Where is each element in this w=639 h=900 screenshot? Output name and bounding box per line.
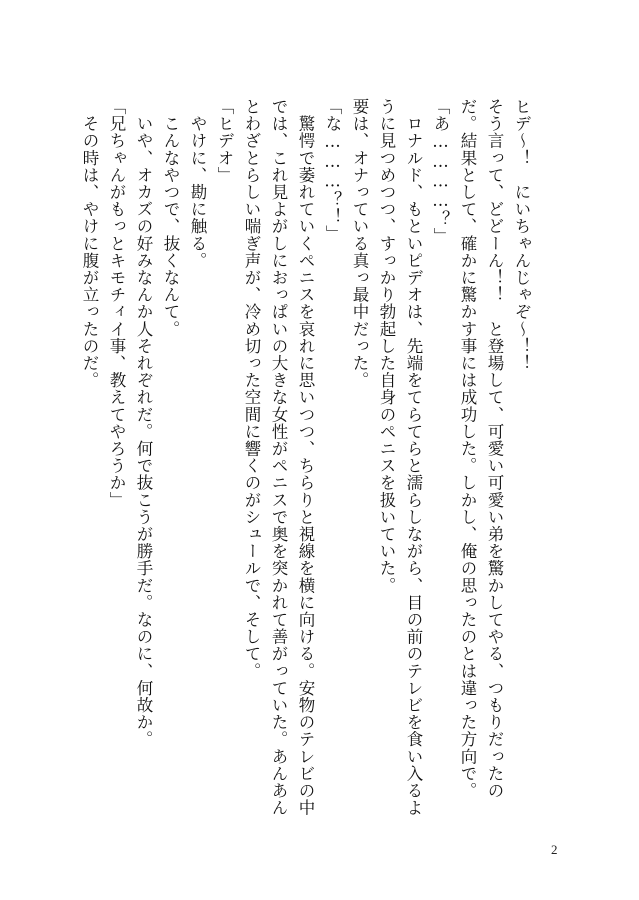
text-line-2: そう言って、どどーん！！ と登場して、可愛い可愛い弟を驚かしてやる、つもりだったの [485,98,504,800]
text-line-10: では、これ見よがしにおっぱいの大きな女性がペニスで奥を突かれて善がっていた。あんあん [269,98,288,817]
text-line-9: 驚愕で萎れていくペニスを哀れに思いつつ、ちらりと視線を横に向ける。安物のテレビの中 [296,98,315,817]
text-line-4: 「あ…………？」 [431,98,450,245]
vertical-text-body [76,98,535,817]
text-line-3: だ。結果として、確かに驚かす事には成功した。しかし、俺の思ったのとは違った方向で。 [458,98,477,800]
text-line-1: ヒデ〜！ にいちゃんじゃぞ〜！！ [512,98,531,372]
text-line-17: その時は、やけに腹が立ったのだ。 [80,98,99,389]
text-line-7: 要は、オナっている真っ最中だった。 [350,98,369,389]
text-line-8: 「な………？！」 [323,98,342,243]
text-line-15: いや、オカズの好みなんか人それぞれだ。何で抜こうが勝手だ。なのに、何故か。 [134,98,153,748]
text-line-14: こんなやつで、抜くなんて。 [161,98,180,338]
text-line-5: ロナルド、もといピデオは、先端をてらてらと濡らしながら、目の前のテレビを食い入るよ [404,98,423,817]
page-number: 2 [551,842,558,857]
text-line-11: とわざとらしい喘ぎ声が、冷め切った空間に響くのがシュールで、そして。 [242,98,261,680]
text-line-16: 「兄ちゃんがもっとキモチィイ事、教えてやろうか」 [107,98,126,509]
text-line-6: うに見つめつつ、すっかり勃起した自身のペニスを扱いていた。 [377,98,396,594]
text-line-12: 「ヒデオ」 [215,98,234,184]
text-line-13: やけに、勘に触る。 [188,98,207,269]
